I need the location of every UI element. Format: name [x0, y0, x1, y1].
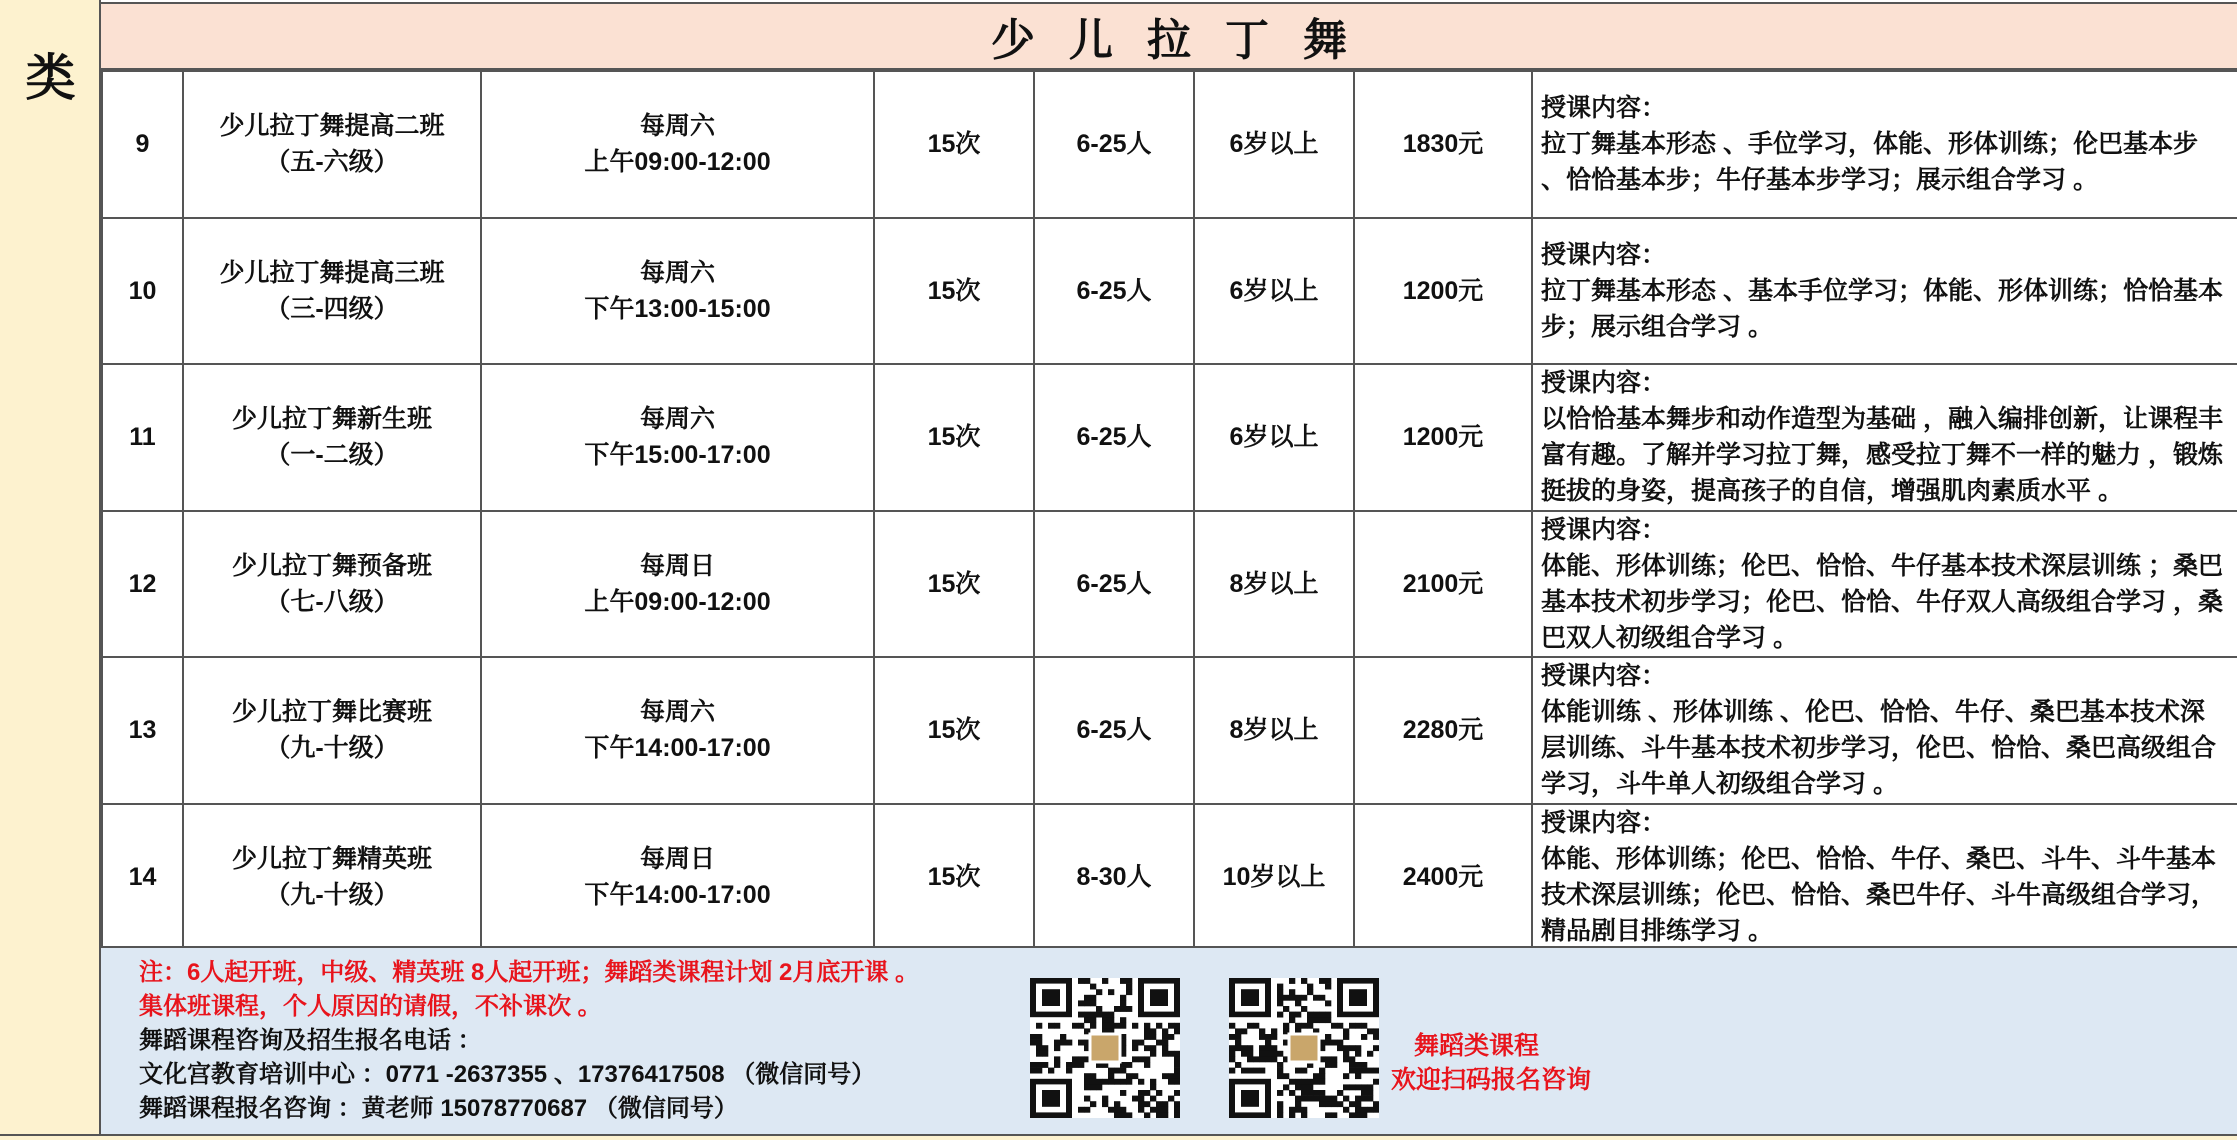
schedule-day: 每周六: [639, 698, 715, 727]
course-price: 2400元: [1402, 862, 1484, 891]
row-number: 14: [128, 862, 157, 891]
category-label: 类: [25, 50, 76, 106]
age-requirement: 8岁以上: [1229, 716, 1319, 745]
class-size: 6-25人: [1076, 276, 1152, 305]
class-size: 6-25人: [1076, 569, 1152, 598]
course-name-cell: [183, 657, 481, 804]
session-count: 15次: [927, 716, 981, 745]
row-number: 13: [128, 716, 157, 745]
course-name-cell: [183, 218, 481, 365]
description-heading: 授课内容：: [1541, 369, 1667, 398]
course-level: （一-二级）: [265, 441, 399, 470]
row-number: 9: [135, 130, 150, 159]
age-requirement: 8岁以上: [1229, 569, 1319, 598]
center-phone: 文化宫教育培训中心 ：0771 -2637355 、17376417508 （微信同号）: [139, 1061, 876, 1088]
course-price: 1200元: [1402, 276, 1484, 305]
class-size: 6-25人: [1076, 716, 1152, 745]
schedule-day: 每周六: [639, 258, 715, 287]
class-size-cell: [1034, 71, 1194, 218]
session-count: 15次: [927, 569, 981, 598]
course-level: （三-四级）: [265, 294, 399, 323]
age-cell: [1194, 804, 1354, 951]
age-cell: [1194, 511, 1354, 658]
class-size: 6-25人: [1076, 130, 1152, 159]
schedule-cell: [481, 218, 874, 365]
class-size: 6-25人: [1076, 423, 1152, 452]
qr-code-icon[interactable]: [1030, 978, 1180, 1118]
course-price: 1830元: [1402, 130, 1484, 159]
schedule-time: 下午15:00-17:00: [584, 441, 771, 470]
footer-notes: [101, 946, 2237, 1140]
sessions-cell: [874, 804, 1034, 951]
course-price: 2280元: [1402, 716, 1484, 745]
bottom-border: [0, 1134, 2237, 1140]
session-count: 15次: [927, 276, 981, 305]
description-heading: 授课内容：: [1541, 515, 1667, 544]
price-cell: [1354, 804, 1532, 951]
course-table: [101, 70, 2237, 951]
schedule-time: 下午14:00-17:00: [584, 880, 771, 909]
table-row: [102, 657, 2237, 804]
description-cell: [1532, 511, 2237, 658]
age-cell: [1194, 218, 1354, 365]
age-requirement: 10岁以上: [1222, 862, 1326, 891]
class-size-cell: [1034, 511, 1194, 658]
course-name: 少儿拉丁舞精英班: [231, 844, 432, 873]
description-heading: 授课内容：: [1541, 662, 1667, 691]
description-text: 拉丁舞基本形态 、基本手位学习；体能、形体训练；恰恰基本步；展示组合学习 。: [1541, 276, 2223, 341]
schedule-cell: [481, 71, 874, 218]
row-number: 11: [129, 423, 156, 452]
description-heading: 授课内容：: [1541, 94, 1667, 123]
course-name: 少儿拉丁舞比赛班: [231, 698, 432, 727]
age-requirement: 6岁以上: [1229, 276, 1319, 305]
schedule-day: 每周日: [639, 551, 715, 580]
schedule-time: 下午14:00-17:00: [584, 734, 771, 763]
session-count: 15次: [927, 862, 981, 891]
course-price: 1200元: [1402, 423, 1484, 452]
qr-caption-scan: 欢迎扫码报名咨询: [1391, 1066, 1592, 1094]
price-cell: [1354, 218, 1532, 365]
course-level: （五-六级）: [265, 148, 399, 177]
leave-policy-note: 集体班课程，个人原因的请假，不补课次 。: [139, 993, 602, 1020]
course-name-cell: [183, 804, 481, 951]
row-number: 12: [128, 569, 157, 598]
schedule-cell: [481, 511, 874, 658]
price-cell: [1354, 364, 1532, 511]
course-level: （七-八级）: [265, 587, 399, 616]
course-name: 少儿拉丁舞预备班: [231, 551, 432, 580]
description-text: 以恰恰基本舞步和动作造型为基础 ，融入编排创新，让课程丰富有趣。了解并学习拉丁舞，感受拉丁舞不一样的魅力 ，锻炼挺拔的身姿，提高孩子的自信，增强肌肉素质水平 。: [1541, 405, 2223, 506]
class-size-cell: [1034, 364, 1194, 511]
qr-code-graphic-1: [1030, 978, 1180, 1118]
qr-code-icon[interactable]: [1229, 978, 1379, 1118]
class-size-cell: [1034, 657, 1194, 804]
row-number-cell: [102, 511, 183, 658]
schedule-time: 上午09:00-12:00: [584, 148, 771, 177]
qr-code-graphic-2: [1229, 978, 1379, 1118]
course-price: 2100元: [1402, 569, 1484, 598]
table-row: [102, 364, 2237, 511]
description-text: 体能、形体训练；伦巴、恰恰、牛仔、桑巴、斗牛、斗牛基本技术深层训练；伦巴、恰恰、桑巴牛仔、斗牛高级组合学习，精品剧目排练学习 。: [1541, 844, 2217, 945]
course-name: 少儿拉丁舞提高二班: [219, 112, 445, 141]
row-number-cell: [102, 71, 183, 218]
class-size: 8-30人: [1076, 862, 1152, 891]
section-header: [101, 2, 2237, 70]
schedule-day: 每周六: [639, 112, 715, 141]
description-heading: 授课内容：: [1541, 240, 1667, 269]
row-number-cell: [102, 364, 183, 511]
course-name: 少儿拉丁舞提高三班: [219, 258, 445, 287]
price-cell: [1354, 511, 1532, 658]
schedule-cell: [481, 657, 874, 804]
description-cell: [1532, 71, 2237, 218]
description-text: 体能训练 、形体训练 、伦巴、恰恰、牛仔、桑巴基本技术深层训练、斗牛基本技术初步学习，伦巴、恰恰、桑巴高级组合学习，斗牛单人初级组合学习 。: [1541, 698, 2217, 799]
schedule-day: 每周六: [639, 405, 715, 434]
table-row: [102, 71, 2237, 218]
age-cell: [1194, 364, 1354, 511]
qr-caption-course: 舞蹈类课程: [1414, 1032, 1540, 1060]
sessions-cell: [874, 364, 1034, 511]
description-cell: [1532, 804, 2237, 951]
age-requirement: 6岁以上: [1229, 423, 1319, 452]
table-row: [102, 218, 2237, 365]
age-cell: [1194, 657, 1354, 804]
description-cell: [1532, 657, 2237, 804]
sessions-cell: [874, 657, 1034, 804]
row-number: 10: [128, 276, 157, 305]
description-cell: [1532, 364, 2237, 511]
schedule-time: 上午09:00-12:00: [584, 587, 771, 616]
schedule-cell: [481, 804, 874, 951]
description-heading: 授课内容：: [1541, 808, 1667, 837]
price-cell: [1354, 71, 1532, 218]
teacher-phone: 舞蹈课程报名咨询 ：黄老师 15078770687 （微信同号）: [139, 1095, 738, 1122]
description-text: 拉丁舞基本形态 、手位学习，体能、形体训练；伦巴基本步 、恰恰基本步；牛仔基本步学习；展示组合学习 。: [1541, 130, 2198, 195]
course-level: （九-十级）: [265, 880, 399, 909]
age-requirement: 6岁以上: [1229, 130, 1319, 159]
section-title: 少儿拉丁舞: [991, 16, 1381, 65]
class-size-cell: [1034, 218, 1194, 365]
opening-note: 注：6人起开班，中级、精英班 8人起开班；舞蹈类课程计划 2月底开课 。: [139, 959, 920, 986]
price-cell: [1354, 657, 1532, 804]
description-text: 体能、形体训练；伦巴、恰恰、牛仔基本技术深层训练 ；桑巴基本技术初步学习；伦巴、恰恰、牛仔双人高级组合学习 ，桑巴双人初级组合学习 。: [1541, 551, 2223, 652]
row-number-cell: [102, 804, 183, 951]
sessions-cell: [874, 71, 1034, 218]
category-side-column: [0, 0, 101, 1140]
schedule-cell: [481, 364, 874, 511]
course-name-cell: [183, 364, 481, 511]
table-row: [102, 511, 2237, 658]
row-number-cell: [102, 218, 183, 365]
course-name-cell: [183, 511, 481, 658]
contact-heading: 舞蹈课程咨询及招生报名电话 ：: [139, 1027, 482, 1054]
description-cell: [1532, 218, 2237, 365]
row-number-cell: [102, 657, 183, 804]
sessions-cell: [874, 511, 1034, 658]
sessions-cell: [874, 218, 1034, 365]
session-count: 15次: [927, 130, 981, 159]
session-count: 15次: [927, 423, 981, 452]
course-level: （九-十级）: [265, 734, 399, 763]
class-size-cell: [1034, 804, 1194, 951]
schedule-day: 每周日: [639, 844, 715, 873]
course-name-cell: [183, 71, 481, 218]
age-cell: [1194, 71, 1354, 218]
table-row: [102, 804, 2237, 951]
schedule-time: 下午13:00-15:00: [584, 294, 771, 323]
course-name: 少儿拉丁舞新生班: [231, 405, 432, 434]
